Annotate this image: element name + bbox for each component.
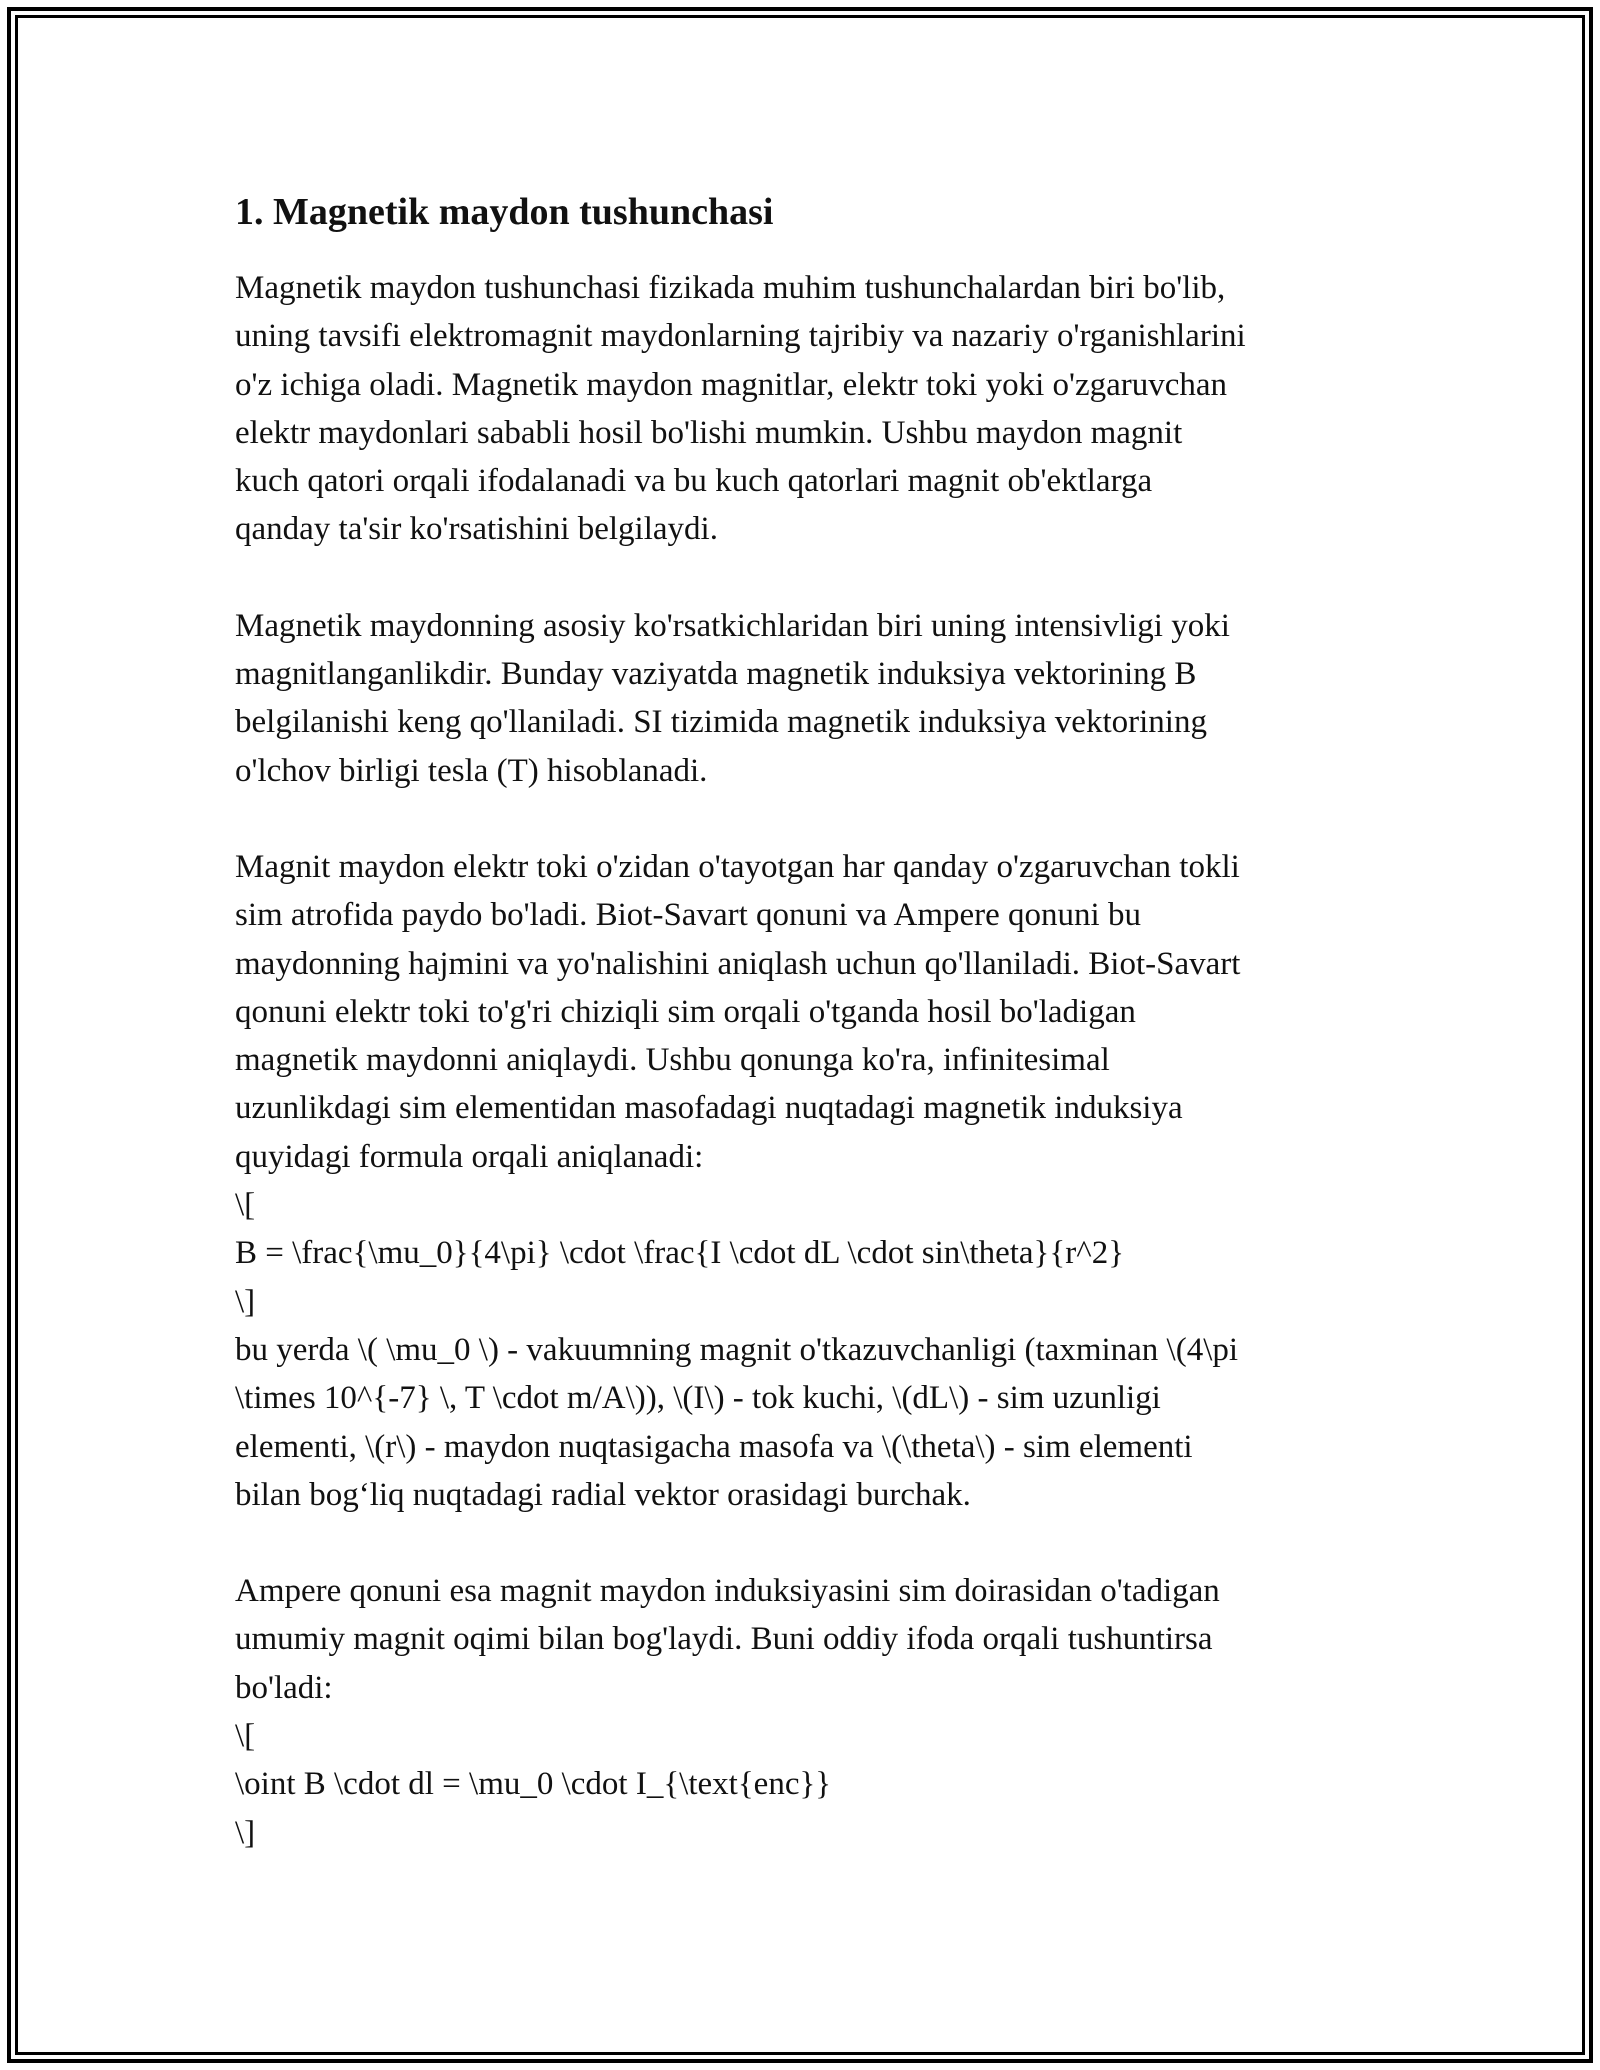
paragraph-line: Magnetik maydon tushunchasi fizikada muhim tushunchalardan biri bo'lib, [235, 270, 1226, 306]
section-heading: 1. Magnetik maydon tushunchasi [235, 191, 774, 233]
paragraph-line: uning tavsifi elektromagnit maydonlarning tajribiy va nazariy o'rganishlarini [235, 318, 1246, 355]
paragraph-line: magnetik maydonni aniqlaydi. Ushbu qonunga ko'ra, infinitesimal [235, 1042, 1110, 1079]
paragraph-line: belgilanishi keng qo'llaniladi. SI tizimida magnetik induksiya vektorining [235, 704, 1207, 741]
paragraph-line: qanday ta'sir ko'rsatishini belgilaydi. [235, 511, 718, 548]
paragraph-line: o'z ichiga oladi. Magnetik maydon magnitlar, elektr toki yoki o'zgaruvchan [235, 366, 1228, 403]
paragraph-ampere-law [235, 1567, 1375, 1857]
formula-open-delimiter: \[ [235, 1187, 256, 1224]
paragraph-line: kuch qatori orqali ifodalanadi va bu kuch qatorlari magnit ob'ektlarga [235, 463, 1153, 500]
paragraph-line: bilan bog‘liq nuqtadagi radial vektor orasidagi burchak. [235, 1476, 971, 1513]
document-body [235, 186, 1375, 1905]
paragraph-line: Ampere qonuni esa magnit maydon induksiyasini sim doirasidan o'tadigan [235, 1573, 1220, 1610]
paragraph-magnetic-induction [235, 602, 1375, 795]
paragraph-line: elektr maydonlari sababli hosil bo'lishi mumkin. Ushbu maydon magnit [235, 414, 1183, 451]
paragraph-line: umumiy magnit oqimi bilan bog'laydi. Buni oddiy ifoda orqali tushuntirsa [235, 1621, 1213, 1658]
paragraph-line: maydonning hajmini va yo'nalishini aniqlash uchun qo'llaniladi. Biot-Savart [235, 945, 1241, 982]
paragraph-line: o'lchov birligi tesla (T) hisoblanadi. [235, 752, 708, 789]
formula-open-delimiter: \[ [235, 1718, 256, 1755]
paragraph-line: bu yerda \( \mu_0 \) - vakuumning magnit o'tkazuvchanligi (taxminan \(4\pi [235, 1331, 1239, 1368]
biot-savart-formula: B = \frac{\mu_0}{4\pi} \cdot \frac{I \cdot dL \cdot sin\theta}{r^2} [235, 1235, 1125, 1272]
formula-close-delimiter: \] [235, 1283, 256, 1320]
paragraph-line: elementi, \(r\) - maydon nuqtasigacha masofa va \(\theta\) - sim elementi [235, 1428, 1193, 1465]
paragraph-line: Magnit maydon elektr toki o'zidan o'tayotgan har qanday o'zgaruvchan tokli [235, 848, 1240, 885]
ampere-formula: \oint B \cdot dl = \mu_0 \cdot I_{\text{enc}} [235, 1766, 832, 1803]
paragraph-line: bo'ladi: [235, 1669, 333, 1706]
paragraph-biot-savart [235, 843, 1375, 1519]
paragraph-line: magnitlanganlikdir. Bunday vaziyatda magnetik induksiya vektorining B [235, 656, 1197, 693]
paragraph-line: qonuni elektr toki to'g'ri chiziqli sim orqali o'tganda hosil bo'ladigan [235, 993, 1136, 1030]
formula-close-delimiter: \] [235, 1814, 256, 1851]
paragraph-line: quyidagi formula orqali aniqlanadi: [235, 1138, 704, 1175]
paragraph-line: sim atrofida paydo bo'ladi. Biot-Savart qonuni va Ampere qonuni bu [235, 897, 1141, 934]
paragraph-line: \times 10^{-7} \, T \cdot m/A\)), \(I\) - tok kuchi, \(dL\) - sim uzunligi [235, 1380, 1161, 1417]
paragraph-line: uzunlikdagi sim elementidan masofadagi nuqtadagi magnetik induksiya [235, 1090, 1183, 1127]
paragraph-line: Magnetik maydonning asosiy ko'rsatkichlaridan biri uning intensivligi yoki [235, 607, 1230, 644]
paragraph-magnetic-field-concept [235, 264, 1375, 554]
